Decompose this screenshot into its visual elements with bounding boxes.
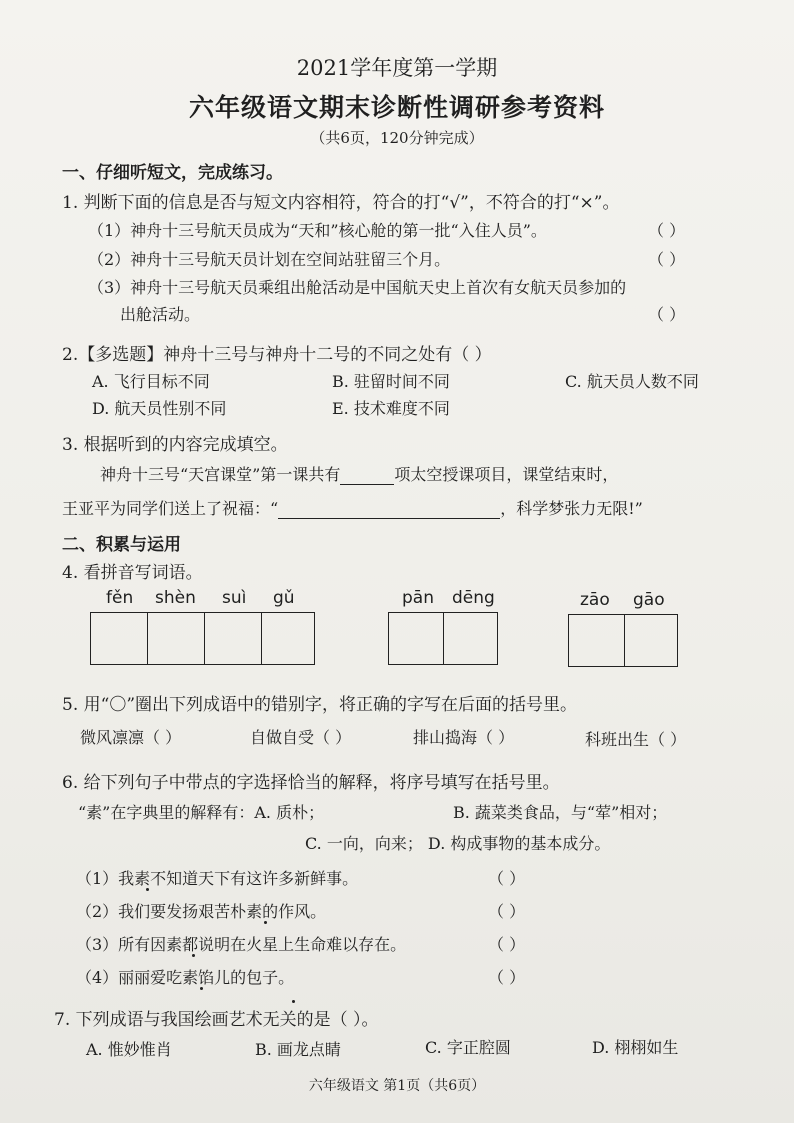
pinyin-5: pān bbox=[402, 588, 434, 608]
writing-cell[interactable] bbox=[262, 613, 314, 664]
q1-stem: 1. 判断下面的信息是否与短文内容相符，符合的打“√”，不符合的打“×”。 bbox=[62, 193, 620, 213]
q6-item-1: （1）我素不知道天下有这许多新鲜事。 bbox=[76, 869, 359, 888]
q3-line-2 bbox=[62, 496, 643, 519]
q3-line-1-a: 神舟十三号“天宫课堂”第一课共有 bbox=[100, 465, 341, 484]
q6-item-2-answer[interactable]: （ ） bbox=[488, 902, 526, 921]
pinyin-3: suì bbox=[222, 588, 247, 608]
q1-item-3: （3）神舟十三号航天员乘组出舱活动是中国航天史上首次有女航天员参加的 bbox=[88, 278, 627, 297]
q4-stem: 4. 看拼音写词语。 bbox=[62, 563, 203, 583]
q7-option-d[interactable]: D. 栩栩如生 bbox=[592, 1038, 679, 1057]
q1-item-3-answer[interactable]: （ ） bbox=[648, 305, 686, 324]
q6-item-4-answer[interactable]: （ ） bbox=[488, 968, 526, 987]
emphasis-dot bbox=[200, 987, 203, 990]
q3-blank-1[interactable] bbox=[340, 466, 394, 485]
writing-cell[interactable] bbox=[625, 615, 677, 666]
q1-item-2-answer[interactable]: （ ） bbox=[648, 250, 686, 269]
q6-item-4: （4）丽丽爱吃素馅儿的包子。 bbox=[76, 968, 295, 987]
q6-item-3: （3）所有因素都说明在火星上生命难以存在。 bbox=[76, 935, 407, 954]
pinyin-4: gǔ bbox=[273, 588, 295, 608]
q5-item-3[interactable]: 排山捣海（ ） bbox=[413, 728, 515, 747]
q7-stem: 7. 下列成语与我国绘画艺术无关的是（ ）。 bbox=[54, 1010, 379, 1030]
q1-item-1-answer[interactable]: （ ） bbox=[648, 221, 686, 240]
q3-line-2-a: 王亚平为同学们送上了祝福：“ bbox=[62, 499, 279, 518]
q3-line-1-b: 项太空授课项目，课堂结束时， bbox=[394, 465, 619, 484]
q7-option-a[interactable]: A. 惟妙惟肖 bbox=[86, 1040, 172, 1059]
q2-option-b[interactable]: B. 驻留时间不同 bbox=[332, 372, 450, 391]
q2-option-e[interactable]: E. 技术难度不同 bbox=[332, 399, 450, 418]
writing-grid-1 bbox=[90, 612, 315, 665]
q6-def-3: C. 一向，向来； D. 构成事物的基本成分。 bbox=[305, 834, 611, 853]
pinyin-1: fěn bbox=[106, 588, 134, 608]
emphasis-dot bbox=[264, 921, 267, 924]
q3-stem: 3. 根据听到的内容完成填空。 bbox=[62, 435, 288, 455]
writing-cell[interactable] bbox=[148, 613, 205, 664]
pinyin-2: shèn bbox=[155, 588, 196, 608]
q2-stem: 2.【多选题】神舟十三号与神舟十二号的不同之处有（ ） bbox=[62, 345, 492, 365]
q6-stem: 6. 给下列句子中带点的字选择恰当的解释，将序号填写在括号里。 bbox=[62, 773, 560, 793]
section-1-heading: 一、仔细听短文，完成练习。 bbox=[62, 163, 283, 183]
q1-item-3-cont: 出舱活动。 bbox=[120, 305, 201, 324]
q1-item-2: （2）神舟十三号航天员计划在空间站驻留三个月。 bbox=[88, 250, 451, 269]
pinyin-7: zāo bbox=[580, 590, 610, 610]
q6-def-1: “素”在字典里的解释有：A. 质朴； bbox=[78, 803, 325, 822]
q2-option-c[interactable]: C. 航天员人数不同 bbox=[565, 372, 699, 391]
q6-item-3-answer[interactable]: （ ） bbox=[488, 935, 526, 954]
writing-cell[interactable] bbox=[569, 615, 625, 666]
page-footer: 六年级语文 第1页（共6页） bbox=[308, 1078, 486, 1094]
pinyin-6: dēng bbox=[452, 588, 495, 608]
pinyin-8: gāo bbox=[633, 590, 665, 610]
writing-cell[interactable] bbox=[205, 613, 262, 664]
q3-line-1 bbox=[100, 462, 618, 485]
emphasis-dot bbox=[146, 888, 149, 891]
q3-blank-2[interactable] bbox=[278, 500, 500, 519]
q5-item-1[interactable]: 微风凛凛（ ） bbox=[80, 728, 182, 747]
term-heading: 2021学年度第一学期 bbox=[296, 56, 498, 80]
writing-cell[interactable] bbox=[389, 613, 444, 664]
exam-note: （共6页，120分钟完成） bbox=[310, 129, 484, 147]
writing-grid-2 bbox=[388, 612, 498, 665]
q6-item-2: （2）我们要发扬艰苦朴素的作风。 bbox=[76, 902, 327, 921]
q6-def-2: B. 蔬菜类食品，与“荤”相对； bbox=[453, 803, 668, 822]
q5-item-4[interactable]: 科班出生（ ） bbox=[585, 730, 687, 749]
q1-item-1: （1）神舟十三号航天员成为“天和”核心舱的第一批“入住人员”。 bbox=[88, 221, 547, 240]
q2-option-a[interactable]: A. 飞行目标不同 bbox=[92, 372, 210, 391]
q3-line-2-b: ，科学梦张力无限!” bbox=[500, 499, 643, 518]
emphasis-dot bbox=[192, 954, 195, 957]
q7-option-b[interactable]: B. 画龙点睛 bbox=[255, 1040, 341, 1059]
q2-option-d[interactable]: D. 航天员性别不同 bbox=[92, 399, 227, 418]
emphasis-dot bbox=[292, 1000, 295, 1003]
q6-item-1-answer[interactable]: （ ） bbox=[488, 869, 526, 888]
writing-grid-3 bbox=[568, 614, 678, 667]
q5-item-2[interactable]: 自做自受（ ） bbox=[250, 728, 352, 747]
section-2-heading: 二、积累与运用 bbox=[62, 535, 181, 555]
writing-cell[interactable] bbox=[444, 613, 497, 664]
q5-stem: 5. 用“〇”圈出下列成语中的错别字，将正确的字写在后面的括号里。 bbox=[62, 695, 578, 715]
writing-cell[interactable] bbox=[91, 613, 148, 664]
q7-option-c[interactable]: C. 字正腔圆 bbox=[425, 1038, 511, 1057]
exam-title: 六年级语文期末诊断性调研参考资料 bbox=[188, 93, 605, 122]
